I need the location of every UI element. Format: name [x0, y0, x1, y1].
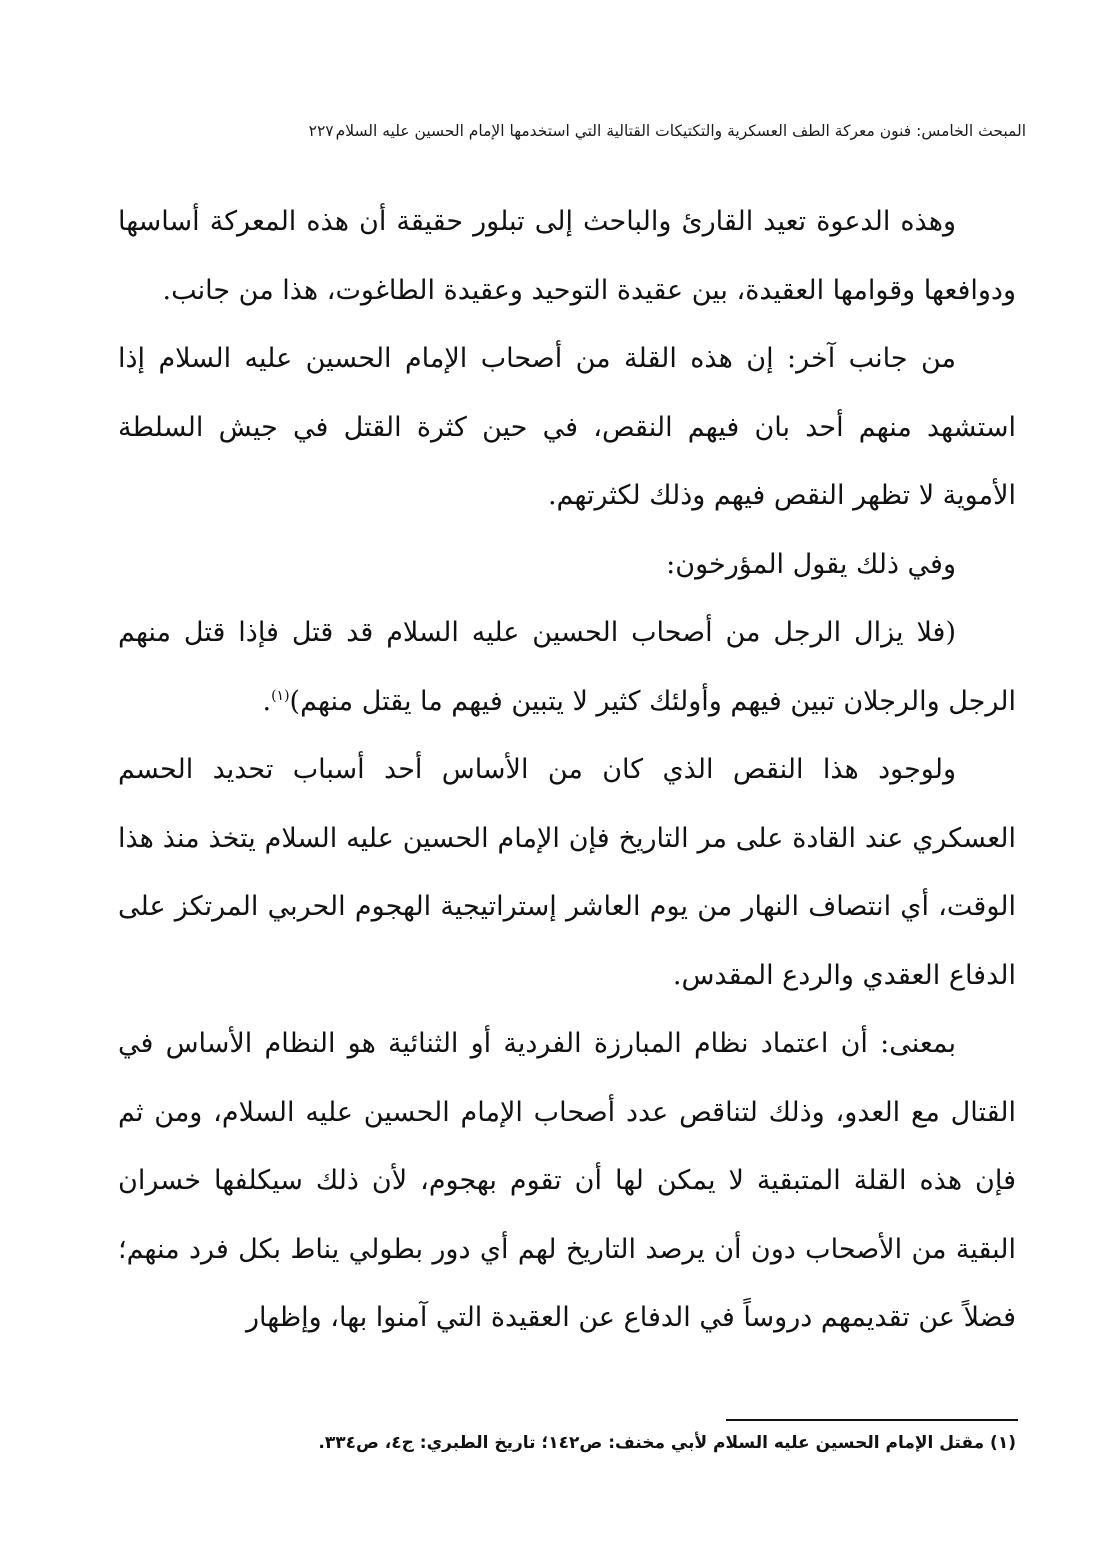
paragraph-5: ولوجود هذا النقص الذي كان من الأساس أحد أسباب تحديد الحسم العسكري عند القادة على مر التاريخ فإن الإمام الحسين عليه السلام يتخذ منذ هذا الوقت، أي انتصاف النهار من يوم العاشر إستراتيجية الهجوم الحربي المرتكز على الدفاع العقدي والردع المقدس.: [118, 754, 1016, 991]
quote-text: (فلا يزال الرجل من أصحاب الحسين عليه السلام قد قتل فإذا قتل منهم الرجل والرجلان تبين فيهم وأولئك كثير لا يتبين فيهم ما يقتل منهم): [118, 617, 1016, 717]
paragraph-3: وفي ذلك يقول المؤرخون:: [666, 548, 956, 580]
body-text: [118, 188, 1016, 1353]
footnote-separator: [726, 1419, 1018, 1421]
header-title: المبحث الخامس: فنون معركة الطف العسكرية والتكتيكات القتالية التي استخدمها الإمام الحسين عليه السلام: [335, 122, 1026, 140]
paragraph-2: من جانب آخر: إن هذه القلة من أصحاب الإمام الحسين عليه السلام إذا استشهد منهم أحد بان فيهم النقص، في حين كثرة القتل في جيش السلطة الأموية لا تظهر النقص فيهم وذلك لكثرتهم.: [118, 343, 1016, 511]
running-header: [100, 122, 1026, 140]
paragraph-quote: [118, 599, 1016, 736]
page-number: ٢٢٧: [308, 122, 334, 140]
footnote-reference[interactable]: (١): [271, 687, 290, 704]
quote-end: .: [262, 685, 272, 717]
paragraph-1: وهذه الدعوة تعيد القارئ والباحث إلى تبلور حقيقة أن هذه المعركة أساسها ودوافعها وقوامها العقيدة، بين عقيدة التوحيد وعقيدة الطاغوت، هذا من جانب.: [118, 206, 1016, 306]
footnote: (١) مقتل الإمام الحسين عليه السلام لأبي مخنف: ص١٤٢؛ تاريخ الطبري: ج٤، ص٣٣٤.: [318, 1433, 1016, 1453]
paragraph-6: بمعنى: أن اعتماد نظام المبارزة الفردية أو الثنائية هو النظام الأساس في القتال مع العدو، وذلك لتناقص عدد أصحاب الإمام الحسين عليه السلام، ومن ثم فإن هذه القلة المتبقية لا يمكن لها أن تقوم بهجوم، لأن ذلك سيكلفها خسران البقية من الأصحاب دون أن يرصد التاريخ لهم أي دور بطولي يناط بكل فرد منهم؛ فضلاً عن تقديمهم دروساً في الدفاع عن العقيدة التي آمنوا بها، وإظهار: [118, 1028, 1016, 1333]
